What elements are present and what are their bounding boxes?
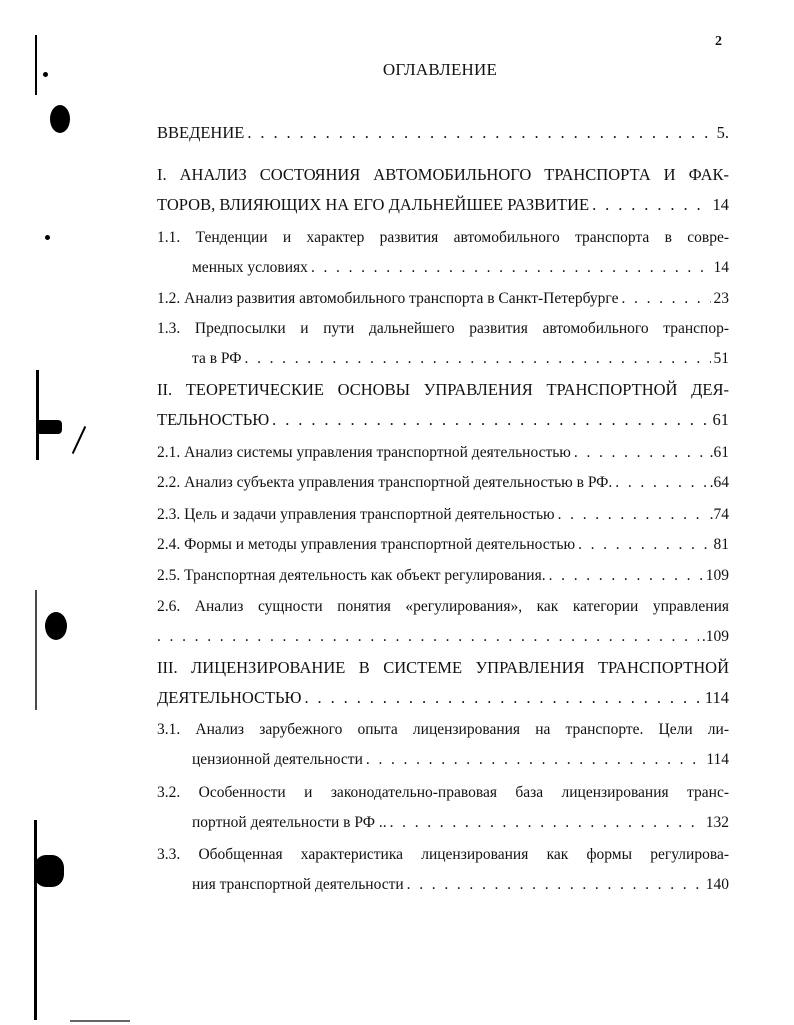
- leader-dots: [305, 683, 702, 713]
- toc-page-number: 61: [712, 410, 729, 429]
- leader-dots: [311, 253, 711, 283]
- toc-entry-text-cont: цензионной деятельности: [192, 751, 363, 768]
- toc-entry-text: 3.2. Особенности и законодательно-правовая база лицензирования транс-: [157, 784, 729, 801]
- leader-dots: [407, 870, 703, 900]
- toc-page-number: .74: [709, 506, 729, 523]
- toc-entry-2-1: [157, 438, 729, 468]
- toc-entry-text-cont: ния транспортной деятельности: [192, 876, 404, 893]
- toc-entry-text: 1.3. Предпосылки и пути дальнейшего развития автомобильного транспор-: [157, 320, 729, 337]
- toc-entry-2-4: [157, 530, 729, 560]
- toc-page-number: 14: [713, 259, 729, 276]
- toc-entry-text: 3.3. Обобщенная характеристика лицензирования как формы регулирова-: [157, 846, 729, 863]
- scan-dot: [45, 235, 50, 240]
- scan-margin-line: [35, 590, 37, 710]
- toc-page-number: 140: [705, 876, 729, 893]
- toc-entry-text: 1.2. Анализ развития автомобильного транспорта в Санкт-Петербурге: [157, 290, 619, 307]
- toc-entry-text: 2.6. Анализ сущности понятия «регулирования», как категории управления: [157, 598, 729, 615]
- leader-dots: [390, 808, 703, 838]
- page-number: 2: [715, 34, 722, 49]
- scan-margin-line: [34, 820, 37, 1020]
- leader-dots: [558, 500, 707, 530]
- toc-entry-chapter-2: [157, 375, 729, 435]
- punch-hole-mark: [45, 612, 67, 640]
- toc-page-number: .61: [709, 444, 729, 461]
- toc-entry-text: I. АНАЛИЗ СОСТОЯНИЯ АВТОМОБИЛЬНОГО ТРАНСПОРТА И ФАК-: [157, 165, 729, 184]
- leader-dots: [272, 405, 709, 435]
- toc-entry-text-cont: та в РФ: [192, 350, 242, 367]
- toc-entry-intro: [157, 118, 729, 148]
- toc-page-number: 109: [705, 567, 729, 584]
- leader-dots: [549, 561, 703, 591]
- toc-entry-text: 1.1. Тенденции и характер развития автомобильного транспорта в совре-: [157, 229, 729, 246]
- page-title: ОГЛАВЛЕНИЕ: [382, 60, 498, 79]
- toc-entry-text-cont: ТЕЛЬНОСТЬЮ: [157, 410, 270, 429]
- leader-dots: [574, 438, 707, 468]
- punch-hole-mark: [50, 105, 70, 133]
- toc-entry-text: 3.1. Анализ зарубежного опыта лицензирования на транспорте. Цели ли-: [157, 721, 729, 738]
- toc-entry-text: 2.5. Транспортная деятельность как объект регулирования.: [157, 567, 546, 584]
- toc-entry-3-1: [157, 715, 729, 775]
- toc-entry-3-2: [157, 778, 729, 838]
- leader-dots: [366, 745, 703, 775]
- toc-page-number: 51: [713, 350, 729, 367]
- toc-entry-text: 2.4. Формы и методы управления транспортной деятельностью: [157, 536, 576, 553]
- toc-entry-chapter-1: [157, 160, 729, 220]
- toc-entry-2-5: [157, 561, 729, 591]
- scan-bottom-line: [70, 1020, 130, 1022]
- toc-entry-text-cont: ДЕЯТЕЛЬНОСТЬЮ: [157, 688, 302, 707]
- toc-entry-text: 2.3. Цель и задачи управления транспортной деятельностью: [157, 506, 555, 523]
- leader-dots: [615, 468, 706, 498]
- toc-entry-text-cont: ТОРОВ, ВЛИЯЮЩИХ НА ЕГО ДАЛЬНЕЙШЕЕ РАЗВИТИЕ: [157, 195, 590, 214]
- toc-page-number: 23: [713, 290, 729, 307]
- toc-entry-2-3: [157, 500, 729, 530]
- toc-entry-2-2: [157, 468, 729, 498]
- toc-page-number: 81: [713, 536, 729, 553]
- toc-entry-text: ВВЕДЕНИЕ: [157, 123, 245, 142]
- toc-page-number: .64: [709, 474, 729, 491]
- leader-dots: [621, 284, 710, 314]
- toc-entry-text-cont: менных условиях: [192, 259, 308, 276]
- toc-entry-text: II. ТЕОРЕТИЧЕСКИЕ ОСНОВЫ УПРАВЛЕНИЯ ТРАНСПОРТНОЙ ДЕЯ-: [157, 380, 729, 399]
- leader-dots: [247, 118, 713, 148]
- toc-entry-text-cont: портной деятельности в РФ ..: [192, 814, 387, 831]
- binder-mark: [36, 420, 62, 434]
- toc-entry-1-2: [157, 284, 729, 314]
- scan-stroke: [72, 426, 86, 454]
- toc-page-number: .109: [701, 628, 729, 645]
- leader-dots: [245, 344, 711, 374]
- leader-dots: [592, 190, 709, 220]
- toc-page-number: 114: [706, 751, 729, 768]
- leader-dots: [157, 622, 699, 652]
- toc-entry-1-3: [157, 314, 729, 374]
- toc-entry-text: 2.1. Анализ системы управления транспортной деятельностью: [157, 444, 571, 461]
- toc-page-number: 5.: [716, 123, 729, 142]
- toc-page-number: 132: [705, 814, 729, 831]
- toc-entry-3-3: [157, 840, 729, 900]
- toc-page-number: 114: [704, 688, 729, 707]
- toc-page-number: 14: [712, 195, 729, 214]
- toc-entry-text: 2.2. Анализ субъекта управления транспортной деятельностью в РФ.: [157, 474, 613, 491]
- toc-entry-1-1: [157, 223, 729, 283]
- toc-entry-chapter-3: [157, 653, 729, 713]
- leader-dots: [578, 530, 710, 560]
- scan-margin-line: [36, 370, 39, 460]
- binder-mark: [34, 855, 64, 887]
- toc-entry-2-6: [157, 592, 729, 652]
- toc-entry-text: III. ЛИЦЕНЗИРОВАНИЕ В СИСТЕМЕ УПРАВЛЕНИЯ ТРАНСПОРТНОЙ: [157, 658, 729, 677]
